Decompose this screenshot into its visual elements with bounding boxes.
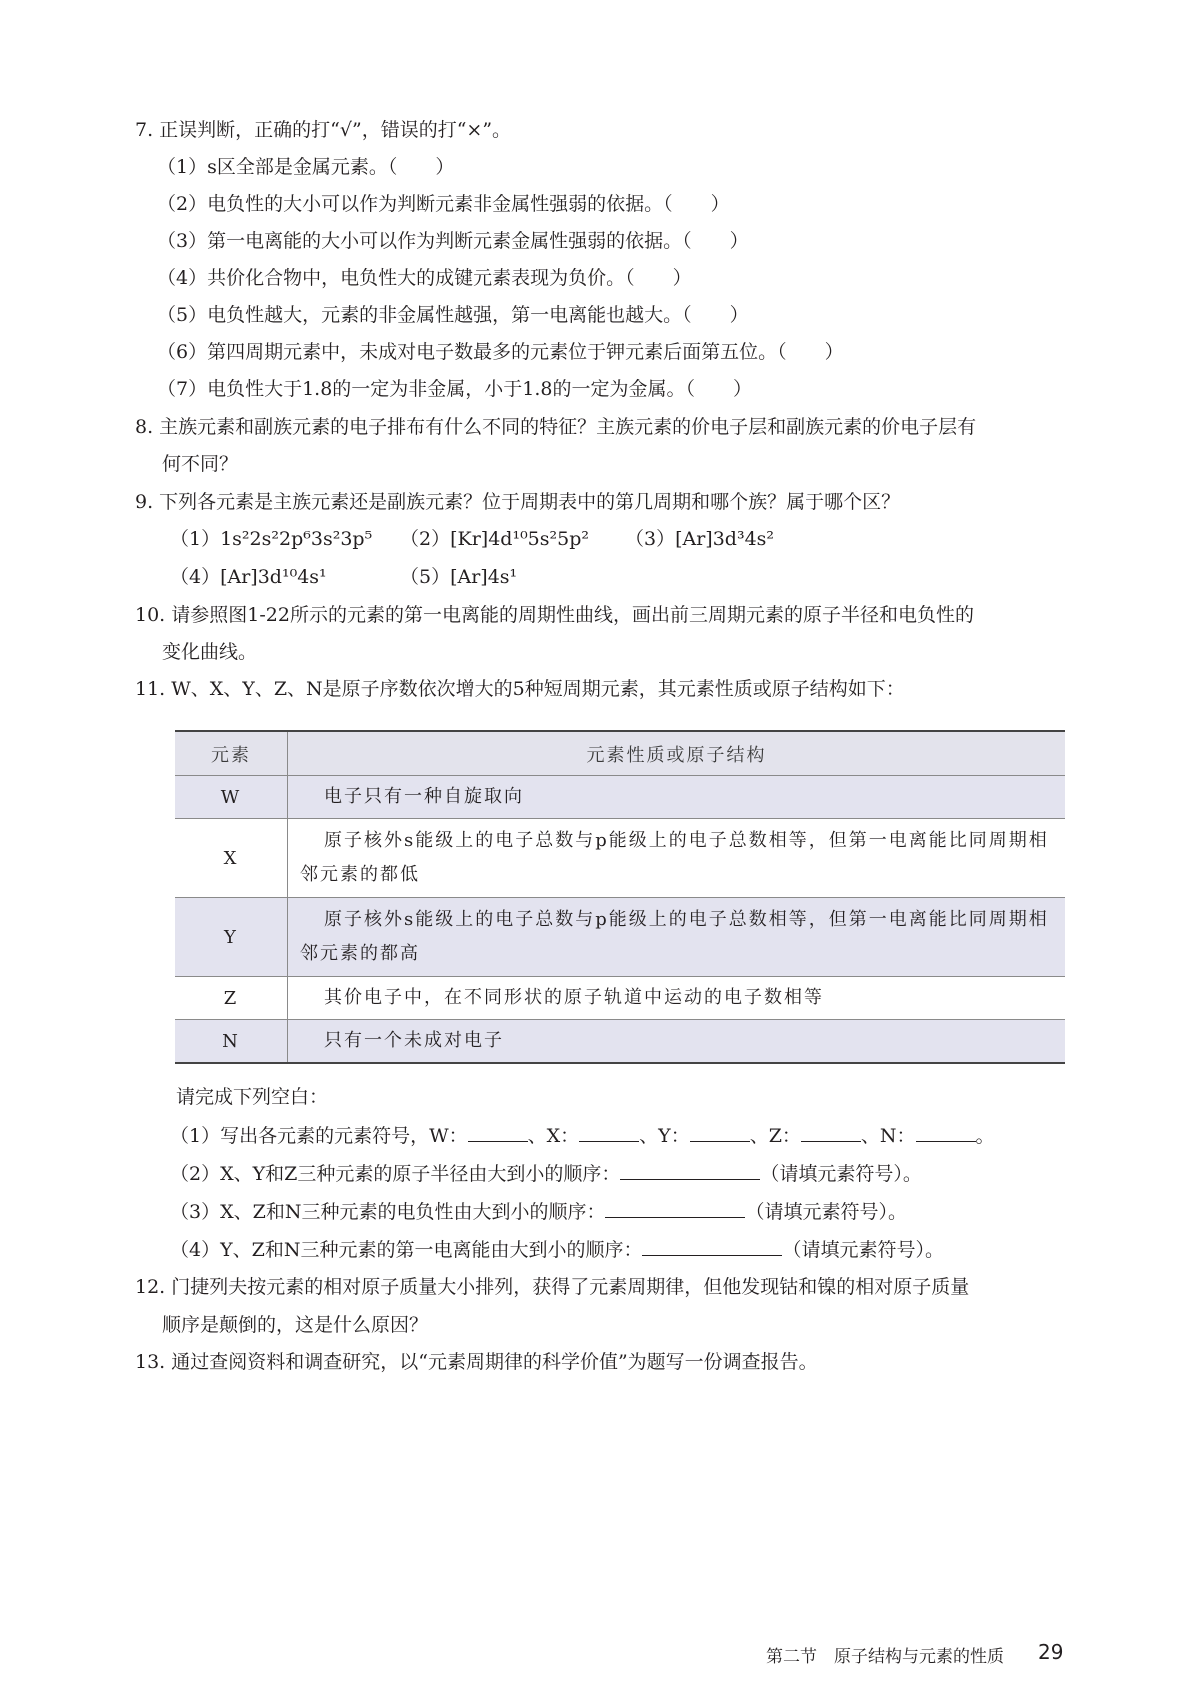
table-cell-desc: 只有一个未成对电子 [324, 1030, 504, 1051]
q11-fill-2: （2）X、Y和Z三种元素的原子半径由大到小的顺序： （请填元素符号）。 [170, 1159, 922, 1188]
q8-line-2: 何不同？ [162, 453, 239, 475]
q9-item-2: （2）[Kr]4d¹⁰5s²5p² [400, 528, 590, 550]
q9-item-5: （5）[Ar]4s¹ [400, 566, 518, 588]
q7-stem: 7. 正误判断，正确的打“√”，错误的打“×”。 [135, 119, 512, 141]
table-row [175, 898, 1065, 977]
q7-item-4: （4）共价化合物中，电负性大的成键元素表现为负价。（ ） [157, 267, 692, 289]
q7-item-2: （2）电负性的大小可以作为判断元素非金属性强弱的依据。（ ） [157, 193, 730, 215]
table-row [175, 819, 1065, 898]
q7-item-3: （3）第一电离能的大小可以作为判断元素金属性强弱的依据。（ ） [157, 230, 749, 252]
table-header-element: 元素 [175, 731, 288, 776]
answer-blank-n[interactable] [916, 1121, 976, 1142]
q9-item-3: （3）[Ar]3d³4s² [625, 528, 775, 550]
q9-stem: 9. 下列各元素是主族元素还是副族元素？位于周期表中的第几周期和哪个族？属于哪个区？ [135, 491, 901, 513]
table-row [175, 977, 1065, 1020]
q11-fill-4: （4）Y、Z和N三种元素的第一电离能由大到小的顺序： （请填元素符号）。 [170, 1235, 944, 1264]
table-row [175, 1020, 1065, 1064]
q10-line-2: 变化曲线。 [162, 641, 258, 663]
q13-line-1: 13. 通过查阅资料和调查研究，以“元素周期律的科学价值”为题写一份调查报告。 [135, 1351, 818, 1373]
element-properties-table [175, 730, 1065, 1064]
q10-line-1: 10. 请参照图1-22所示的元素的第一电离能的周期性曲线，画出前三周期元素的原子半径和电负性的 [135, 604, 974, 626]
page-number: 29 [1038, 1640, 1064, 1664]
q7-item-6: （6）第四周期元素中，未成对电子数最多的元素位于钾元素后面第五位。（ ） [157, 341, 844, 363]
table-cell-desc: 原子核外s能级上的电子总数与p能级上的电子总数相等，但第一电离能比同周期相邻元素的都低 [300, 830, 1049, 885]
q7-item-5: （5）电负性越大，元素的非金属性越强，第一电离能也越大。（ ） [157, 304, 749, 326]
answer-blank-x[interactable] [579, 1121, 639, 1142]
answer-blank-electronegativity-order[interactable] [605, 1197, 745, 1218]
table-cell-element: X [175, 819, 288, 898]
q11-prompt: 请完成下列空白： [176, 1086, 329, 1108]
answer-blank-z[interactable] [801, 1121, 861, 1142]
table-cell-desc: 其价电子中，在不同形状的原子轨道中运动的电子数相等 [324, 987, 824, 1008]
answer-blank-ionization-order[interactable] [642, 1235, 782, 1256]
q12-line-2: 顺序是颠倒的，这是什么原因？ [162, 1314, 429, 1336]
table-cell-desc: 原子核外s能级上的电子总数与p能级上的电子总数相等，但第一电离能比同周期相邻元素的都高 [300, 909, 1049, 964]
q7-item-1: （1）s区全部是金属元素。（ ） [157, 156, 455, 178]
q11-fill-3: （3）X、Z和N三种元素的电负性由大到小的顺序： （请填元素符号）。 [170, 1197, 907, 1226]
q11-stem: 11. W、X、Y、Z、N是原子序数依次增大的5种短周期元素，其元素性质或原子结构如下： [135, 678, 905, 700]
table-cell-element: N [175, 1020, 288, 1064]
q7-item-7: （7）电负性大于1.8的一定为非金属，小于1.8的一定为金属。（ ） [157, 378, 753, 400]
q12-line-1: 12. 门捷列夫按元素的相对原子质量大小排列，获得了元素周期律，但他发现钴和镍的相对原子质量 [135, 1276, 970, 1298]
answer-blank-radius-order[interactable] [620, 1159, 760, 1180]
q8-line-1: 8. 主族元素和副族元素的电子排布有什么不同的特征？主族元素的价电子层和副族元素的价电子层有 [135, 416, 977, 438]
table-cell-desc: 电子只有一种自旋取向 [324, 786, 524, 807]
q9-item-4: （4）[Ar]3d¹⁰4s¹ [170, 566, 327, 588]
footer-section-title: 第二节 原子结构与元素的性质 [766, 1647, 1004, 1667]
table-cell-element: Y [175, 898, 288, 977]
table-cell-element: Z [175, 977, 288, 1020]
q11-fill-1: （1）写出各元素的元素符号，W： 、X： 、Y： 、Z： 、N： 。 [170, 1121, 995, 1150]
q9-item-1: （1）1s²2s²2p⁶3s²3p⁵ [170, 528, 373, 550]
answer-blank-y[interactable] [690, 1121, 750, 1142]
table-cell-element: W [175, 776, 288, 819]
answer-blank-w[interactable] [468, 1121, 528, 1142]
table-row [175, 776, 1065, 819]
table-header-properties: 元素性质或原子结构 [288, 731, 1066, 776]
